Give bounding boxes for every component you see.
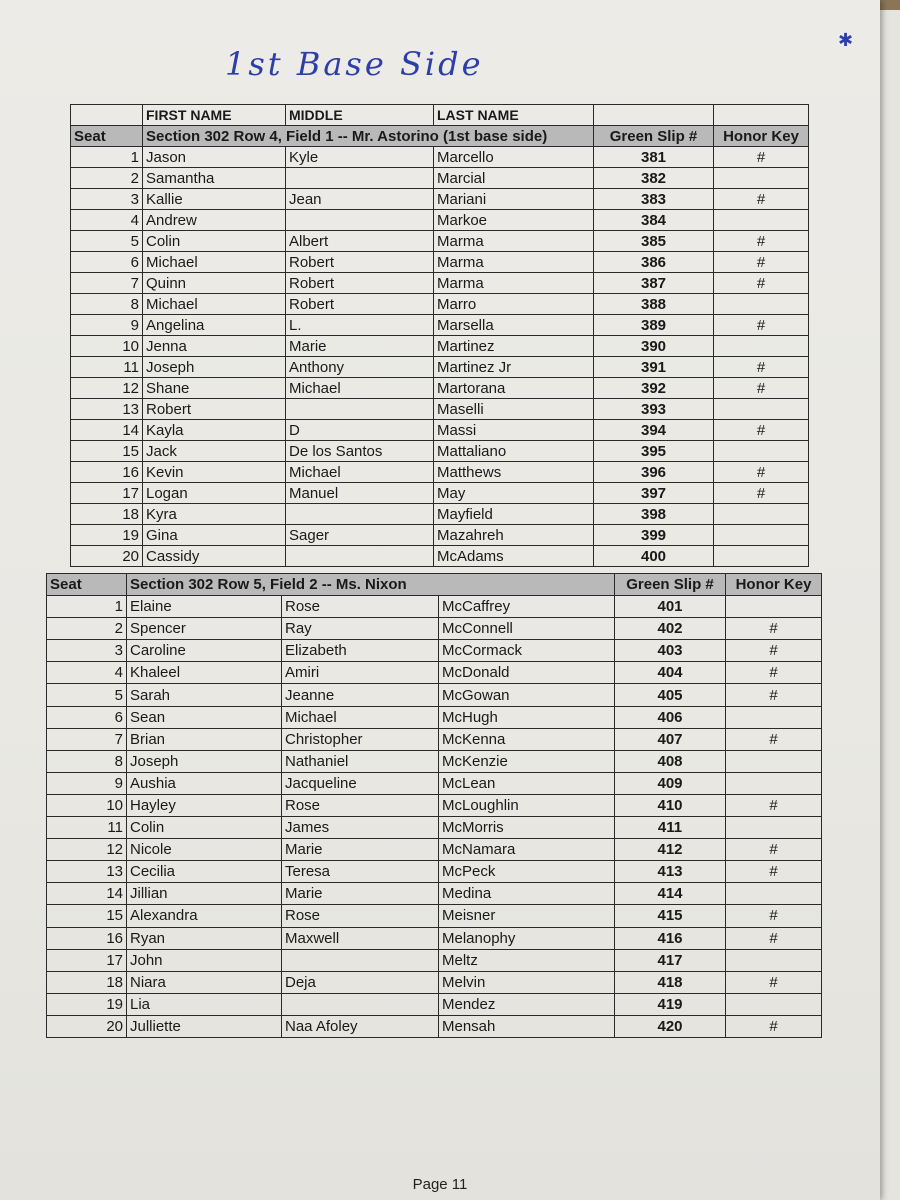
table-row — [71, 546, 809, 567]
first-name-cell: Kallie — [143, 189, 286, 210]
table-row — [71, 147, 809, 168]
first-name-cell: Jack — [143, 441, 286, 462]
first-name-cell: Julliette — [127, 1015, 282, 1037]
seat-number: 10 — [47, 794, 127, 816]
honor-key-cell: # — [726, 728, 822, 750]
middle-name-cell — [286, 546, 434, 567]
middle-name-cell: Jacqueline — [282, 772, 439, 794]
last-name-cell: Melanophy — [439, 927, 615, 949]
first-name-cell: Gina — [143, 525, 286, 546]
seat-number: 4 — [71, 210, 143, 231]
honor-key-cell — [714, 399, 809, 420]
honor-key-cell: # — [726, 1015, 822, 1037]
seat-number: 1 — [71, 147, 143, 168]
last-name-header: LAST NAME — [434, 105, 594, 126]
section-title: Section 302 Row 4, Field 1 -- Mr. Astorino (1st base side) — [143, 126, 594, 147]
seat-number: 18 — [71, 504, 143, 525]
green-slip-cell: 390 — [594, 336, 714, 357]
honor-key-cell: # — [714, 252, 809, 273]
last-name-cell: McNamara — [439, 839, 615, 861]
green-slip-cell: 419 — [615, 993, 726, 1015]
honor-key-cell: # — [726, 927, 822, 949]
last-name-cell: Maselli — [434, 399, 594, 420]
green-slip-cell: 407 — [615, 728, 726, 750]
honor-key-cell: # — [726, 618, 822, 640]
table-row — [47, 640, 822, 662]
table-row — [71, 336, 809, 357]
honor-key-cell — [726, 706, 822, 728]
last-name-cell: Marcial — [434, 168, 594, 189]
middle-name-cell: Marie — [282, 883, 439, 905]
first-name-cell: Lia — [127, 993, 282, 1015]
last-name-cell: McCaffrey — [439, 596, 615, 618]
honor-key-cell — [714, 168, 809, 189]
green-slip-cell: 411 — [615, 817, 726, 839]
first-name-cell: Khaleel — [127, 662, 282, 684]
star-mark-icon: ✱ — [838, 30, 854, 50]
roster-table-section-1 — [70, 104, 809, 567]
green-slip-cell: 386 — [594, 252, 714, 273]
table-row — [71, 357, 809, 378]
seat-number: 9 — [71, 315, 143, 336]
honor-key-cell — [726, 596, 822, 618]
section-header-row — [71, 126, 809, 147]
middle-name-cell — [286, 168, 434, 189]
seat-number: 3 — [71, 189, 143, 210]
green-slip-cell: 404 — [615, 662, 726, 684]
middle-name-cell — [286, 210, 434, 231]
table-row — [47, 618, 822, 640]
seat-number: 5 — [47, 684, 127, 706]
green-slip-cell: 414 — [615, 883, 726, 905]
table-row — [47, 993, 822, 1015]
green-slip-cell: 410 — [615, 794, 726, 816]
honor-key-cell: # — [714, 462, 809, 483]
honor-key-cell: # — [714, 420, 809, 441]
first-name-cell: Jason — [143, 147, 286, 168]
honor-key-cell: # — [714, 357, 809, 378]
green-slip-cell: 394 — [594, 420, 714, 441]
green-slip-cell: 384 — [594, 210, 714, 231]
middle-name-cell: Marie — [286, 336, 434, 357]
seat-number: 8 — [47, 750, 127, 772]
green-slip-cell: 416 — [615, 927, 726, 949]
green-slip-cell: 393 — [594, 399, 714, 420]
last-name-cell: McLoughlin — [439, 794, 615, 816]
section-header-row — [47, 574, 822, 596]
last-name-cell: Massi — [434, 420, 594, 441]
last-name-cell: Mazahreh — [434, 525, 594, 546]
roster-table-section-2 — [46, 573, 822, 1038]
table-row — [47, 949, 822, 971]
table-row — [47, 861, 822, 883]
honor-key-cell — [714, 336, 809, 357]
green-slip-cell: 391 — [594, 357, 714, 378]
green-slip-cell: 420 — [615, 1015, 726, 1037]
last-name-cell: Marma — [434, 252, 594, 273]
last-name-cell: Marcello — [434, 147, 594, 168]
seat-number: 12 — [71, 378, 143, 399]
table-row — [71, 462, 809, 483]
first-name-cell: Aushia — [127, 772, 282, 794]
seat-number: 11 — [71, 357, 143, 378]
middle-name-cell: Marie — [282, 839, 439, 861]
middle-name-cell: Christopher — [282, 728, 439, 750]
last-name-cell: Mensah — [439, 1015, 615, 1037]
table-row — [47, 905, 822, 927]
middle-name-cell: Jean — [286, 189, 434, 210]
middle-name-cell: Michael — [282, 706, 439, 728]
table-row — [71, 420, 809, 441]
middle-name-cell — [286, 399, 434, 420]
middle-name-cell: Rose — [282, 794, 439, 816]
table-row — [71, 441, 809, 462]
table-row — [71, 315, 809, 336]
seat-number: 4 — [47, 662, 127, 684]
first-name-cell: Joseph — [127, 750, 282, 772]
table-row — [47, 750, 822, 772]
green-slip-cell: 388 — [594, 294, 714, 315]
last-name-cell: Mayfield — [434, 504, 594, 525]
green-slip-cell: 417 — [615, 949, 726, 971]
last-name-cell: Meisner — [439, 905, 615, 927]
middle-name-cell: Robert — [286, 273, 434, 294]
middle-name-cell: Kyle — [286, 147, 434, 168]
first-name-cell: Colin — [143, 231, 286, 252]
first-name-cell: Ryan — [127, 927, 282, 949]
first-name-cell: Jillian — [127, 883, 282, 905]
middle-name-cell — [282, 949, 439, 971]
green-slip-header: Green Slip # — [594, 126, 714, 147]
table-row — [71, 210, 809, 231]
table-row — [71, 504, 809, 525]
middle-name-cell: Ray — [282, 618, 439, 640]
middle-name-cell: Amiri — [282, 662, 439, 684]
last-name-cell: Marma — [434, 231, 594, 252]
honor-key-cell — [714, 294, 809, 315]
table-row — [71, 231, 809, 252]
last-name-cell: Mendez — [439, 993, 615, 1015]
column-header-row — [71, 105, 809, 126]
seat-number: 14 — [47, 883, 127, 905]
last-name-cell: McCormack — [439, 640, 615, 662]
honor-key-header: Honor Key — [714, 126, 809, 147]
seat-header: Seat — [47, 574, 127, 596]
last-name-cell: McKenna — [439, 728, 615, 750]
honor-key-cell — [714, 441, 809, 462]
honor-key-cell: # — [714, 189, 809, 210]
middle-name-cell: Naa Afoley — [282, 1015, 439, 1037]
middle-name-cell: Robert — [286, 294, 434, 315]
green-slip-header: Green Slip # — [615, 574, 726, 596]
seat-number: 17 — [47, 949, 127, 971]
table-row — [71, 273, 809, 294]
first-name-cell: Cassidy — [143, 546, 286, 567]
seat-number: 6 — [71, 252, 143, 273]
first-name-cell: Kyra — [143, 504, 286, 525]
first-name-cell: Brian — [127, 728, 282, 750]
seat-number: 13 — [71, 399, 143, 420]
middle-name-header: MIDDLE — [286, 105, 434, 126]
last-name-cell: McPeck — [439, 861, 615, 883]
last-name-cell: McHugh — [439, 706, 615, 728]
last-name-cell: Martorana — [434, 378, 594, 399]
first-name-cell: Caroline — [127, 640, 282, 662]
first-name-cell: Sean — [127, 706, 282, 728]
middle-name-cell: L. — [286, 315, 434, 336]
first-name-cell: Logan — [143, 483, 286, 504]
last-name-cell: McLean — [439, 772, 615, 794]
honor-key-cell: # — [726, 794, 822, 816]
middle-name-cell: Teresa — [282, 861, 439, 883]
first-name-cell: Michael — [143, 252, 286, 273]
last-name-cell: McGowan — [439, 684, 615, 706]
seat-number: 17 — [71, 483, 143, 504]
table-row — [71, 189, 809, 210]
handwritten-note: 1st Base Side — [225, 45, 484, 83]
first-name-cell: Kayla — [143, 420, 286, 441]
seat-number: 7 — [71, 273, 143, 294]
first-name-cell: Shane — [143, 378, 286, 399]
middle-name-cell: Jeanne — [282, 684, 439, 706]
honor-key-cell: # — [726, 839, 822, 861]
honor-key-cell: # — [726, 684, 822, 706]
first-name-cell: Jenna — [143, 336, 286, 357]
last-name-cell: Medina — [439, 883, 615, 905]
middle-name-cell: Rose — [282, 905, 439, 927]
green-slip-cell: 413 — [615, 861, 726, 883]
green-slip-cell: 392 — [594, 378, 714, 399]
honor-key-cell — [726, 949, 822, 971]
last-name-cell: Marma — [434, 273, 594, 294]
seat-number: 14 — [71, 420, 143, 441]
last-name-cell: Marro — [434, 294, 594, 315]
middle-name-cell — [282, 993, 439, 1015]
seat-number: 3 — [47, 640, 127, 662]
seat-number: 20 — [47, 1015, 127, 1037]
seat-number: 7 — [47, 728, 127, 750]
seat-number: 19 — [47, 993, 127, 1015]
honor-key-cell — [714, 210, 809, 231]
last-name-cell: May — [434, 483, 594, 504]
first-name-cell: Robert — [143, 399, 286, 420]
first-name-cell: John — [127, 949, 282, 971]
first-name-cell: Nicole — [127, 839, 282, 861]
last-name-cell: Mariani — [434, 189, 594, 210]
middle-name-cell: Deja — [282, 971, 439, 993]
honor-key-cell: # — [726, 662, 822, 684]
table-row — [71, 168, 809, 189]
last-name-cell: McKenzie — [439, 750, 615, 772]
seat-number: 13 — [47, 861, 127, 883]
green-slip-cell: 418 — [615, 971, 726, 993]
last-name-cell: Meltz — [439, 949, 615, 971]
first-name-cell: Colin — [127, 817, 282, 839]
green-slip-cell: 409 — [615, 772, 726, 794]
honor-key-cell: # — [714, 483, 809, 504]
seat-header: Seat — [71, 126, 143, 147]
seat-number: 2 — [47, 618, 127, 640]
first-name-cell: Elaine — [127, 596, 282, 618]
green-slip-cell: 387 — [594, 273, 714, 294]
green-slip-cell: 399 — [594, 525, 714, 546]
first-name-cell: Michael — [143, 294, 286, 315]
seat-number: 9 — [47, 772, 127, 794]
last-name-cell: Mattaliano — [434, 441, 594, 462]
honor-key-cell — [714, 546, 809, 567]
table-row — [47, 817, 822, 839]
table-row — [47, 883, 822, 905]
middle-name-cell: Sager — [286, 525, 434, 546]
seat-number: 12 — [47, 839, 127, 861]
green-slip-cell: 401 — [615, 596, 726, 618]
honor-key-cell — [726, 993, 822, 1015]
green-slip-cell: 405 — [615, 684, 726, 706]
table-row — [47, 794, 822, 816]
first-name-cell: Niara — [127, 971, 282, 993]
honor-key-cell: # — [714, 315, 809, 336]
honor-key-header: Honor Key — [726, 574, 822, 596]
first-name-cell: Spencer — [127, 618, 282, 640]
last-name-cell: Marsella — [434, 315, 594, 336]
honor-key-cell — [714, 504, 809, 525]
last-name-cell: McConnell — [439, 618, 615, 640]
page-number: Page 11 — [412, 1176, 468, 1193]
seat-number: 19 — [71, 525, 143, 546]
table-row — [47, 927, 822, 949]
table-row — [47, 772, 822, 794]
table-row — [71, 294, 809, 315]
last-name-cell: McAdams — [434, 546, 594, 567]
first-name-header: FIRST NAME — [143, 105, 286, 126]
last-name-cell: Matthews — [434, 462, 594, 483]
table-row — [71, 399, 809, 420]
green-slip-cell: 400 — [594, 546, 714, 567]
first-name-cell: Quinn — [143, 273, 286, 294]
honor-key-cell — [726, 750, 822, 772]
honor-key-cell: # — [726, 971, 822, 993]
green-slip-cell: 396 — [594, 462, 714, 483]
middle-name-cell: Nathaniel — [282, 750, 439, 772]
middle-name-cell: Michael — [286, 462, 434, 483]
seat-number: 8 — [71, 294, 143, 315]
last-name-cell: Martinez — [434, 336, 594, 357]
honor-key-cell: # — [726, 861, 822, 883]
table-row — [71, 483, 809, 504]
honor-key-cell: # — [726, 905, 822, 927]
first-name-cell: Cecilia — [127, 861, 282, 883]
table-row — [47, 662, 822, 684]
first-name-cell: Angelina — [143, 315, 286, 336]
last-name-cell: Markoe — [434, 210, 594, 231]
table-row — [47, 1015, 822, 1037]
green-slip-cell: 383 — [594, 189, 714, 210]
middle-name-cell: James — [282, 817, 439, 839]
honor-key-cell: # — [714, 147, 809, 168]
green-slip-cell: 398 — [594, 504, 714, 525]
green-slip-cell: 389 — [594, 315, 714, 336]
last-name-cell: McMorris — [439, 817, 615, 839]
honor-key-cell: # — [714, 273, 809, 294]
green-slip-cell: 382 — [594, 168, 714, 189]
green-slip-cell: 397 — [594, 483, 714, 504]
middle-name-cell: D — [286, 420, 434, 441]
middle-name-cell: Anthony — [286, 357, 434, 378]
first-name-cell: Samantha — [143, 168, 286, 189]
seat-number: 11 — [47, 817, 127, 839]
table-row — [47, 596, 822, 618]
middle-name-cell: Albert — [286, 231, 434, 252]
green-slip-cell: 408 — [615, 750, 726, 772]
table-row — [47, 684, 822, 706]
last-name-cell: McDonald — [439, 662, 615, 684]
middle-name-cell: Maxwell — [282, 927, 439, 949]
seat-number: 18 — [47, 971, 127, 993]
first-name-cell: Hayley — [127, 794, 282, 816]
green-slip-cell: 415 — [615, 905, 726, 927]
first-name-cell: Alexandra — [127, 905, 282, 927]
green-slip-cell: 395 — [594, 441, 714, 462]
table-row — [47, 839, 822, 861]
seat-number: 2 — [71, 168, 143, 189]
honor-key-cell: # — [714, 231, 809, 252]
table-row — [47, 706, 822, 728]
table-row — [47, 728, 822, 750]
middle-name-cell: Robert — [286, 252, 434, 273]
middle-name-cell: Michael — [286, 378, 434, 399]
first-name-cell: Andrew — [143, 210, 286, 231]
honor-key-cell: # — [726, 640, 822, 662]
seat-number: 6 — [47, 706, 127, 728]
table-row — [47, 971, 822, 993]
first-name-cell: Joseph — [143, 357, 286, 378]
middle-name-cell: Manuel — [286, 483, 434, 504]
seat-number: 10 — [71, 336, 143, 357]
seat-number: 5 — [71, 231, 143, 252]
section-title: Section 302 Row 5, Field 2 -- Ms. Nixon — [127, 574, 615, 596]
first-name-cell: Sarah — [127, 684, 282, 706]
seat-number: 15 — [47, 905, 127, 927]
last-name-cell: Martinez Jr — [434, 357, 594, 378]
table-row — [71, 525, 809, 546]
honor-key-cell — [714, 525, 809, 546]
middle-name-cell: De los Santos — [286, 441, 434, 462]
honor-key-cell — [726, 883, 822, 905]
first-name-cell: Kevin — [143, 462, 286, 483]
honor-key-cell — [726, 817, 822, 839]
last-name-cell: Melvin — [439, 971, 615, 993]
green-slip-cell: 406 — [615, 706, 726, 728]
seat-number: 1 — [47, 596, 127, 618]
middle-name-cell: Elizabeth — [282, 640, 439, 662]
seat-number: 20 — [71, 546, 143, 567]
green-slip-cell: 412 — [615, 839, 726, 861]
green-slip-cell: 402 — [615, 618, 726, 640]
middle-name-cell: Rose — [282, 596, 439, 618]
seat-number: 16 — [71, 462, 143, 483]
honor-key-cell — [726, 772, 822, 794]
middle-name-cell — [286, 504, 434, 525]
green-slip-cell: 381 — [594, 147, 714, 168]
seat-number: 15 — [71, 441, 143, 462]
green-slip-cell: 385 — [594, 231, 714, 252]
honor-key-cell: # — [714, 378, 809, 399]
seat-number: 16 — [47, 927, 127, 949]
table-row — [71, 252, 809, 273]
green-slip-cell: 403 — [615, 640, 726, 662]
table-row — [71, 378, 809, 399]
